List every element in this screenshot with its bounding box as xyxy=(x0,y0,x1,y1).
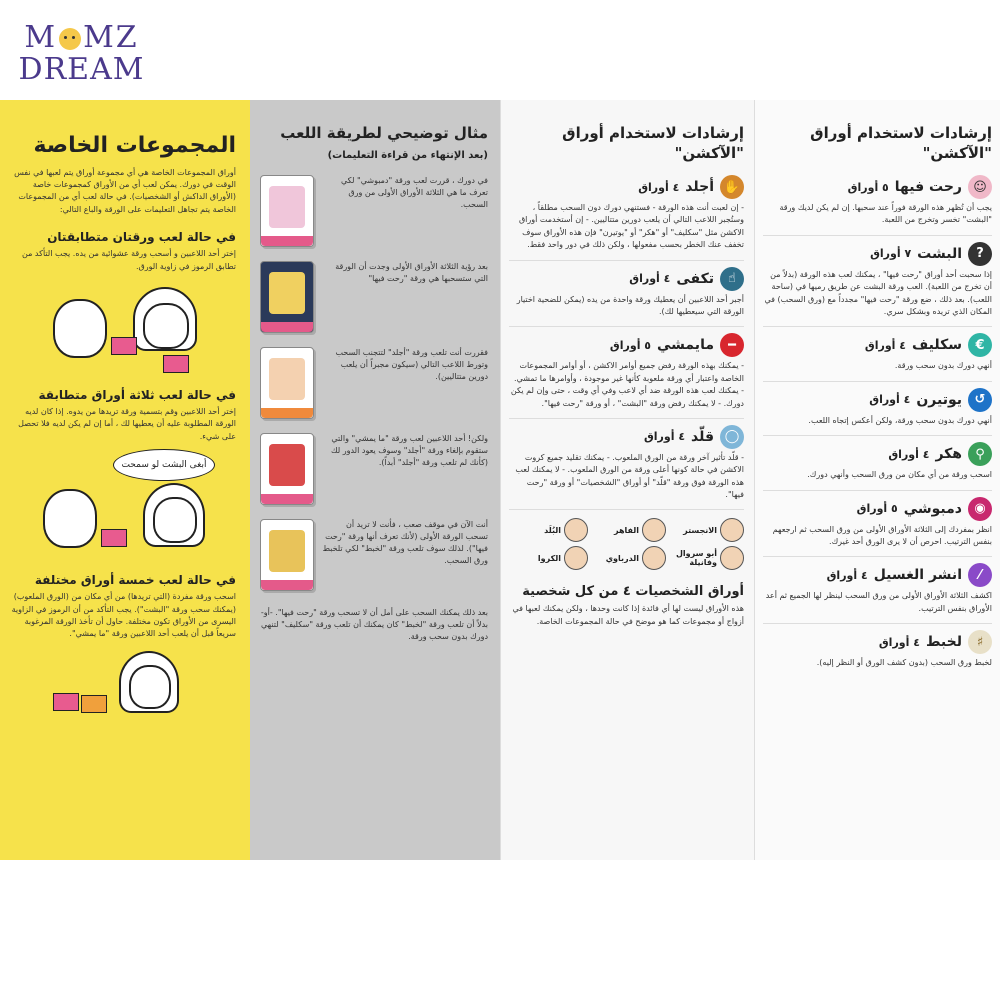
action-section xyxy=(509,261,744,328)
shuffle-icon: ♯ xyxy=(968,630,992,654)
action-count: ٧ أوراق xyxy=(870,247,912,261)
action-section xyxy=(763,327,992,381)
mirror-icon: ◯ xyxy=(720,425,744,449)
action-count: ٤ أوراق xyxy=(864,338,906,352)
section-title: في حالة لعب ثلاثة أوراق متطابقة xyxy=(38,387,236,402)
skip-icon: € xyxy=(968,333,992,357)
speech-bubble: أبغى البشت لو سمحت xyxy=(113,449,215,481)
characters-text: هذه الأوراق ليست لها أي فائدة إذا كانت وحدها ، ولكن يمكنك لعبها في أزواج أو مجموعات كما هو موضح في حالة المجموعات الخاصة. xyxy=(512,604,744,626)
character-avatar xyxy=(642,546,666,570)
action-count: ٤ أوراق xyxy=(826,568,868,582)
action-count: ٤ أوراق xyxy=(888,447,930,461)
character-avatar xyxy=(720,518,744,542)
character-item xyxy=(516,518,588,542)
example-step xyxy=(260,433,488,505)
action-text: أجبر أحد اللاعبين أن يعطيك ورقة واحدة من يده (يمكن للضحية اختيار الورقة التي سيعطيها لك). xyxy=(516,294,744,316)
action-section xyxy=(509,169,744,261)
action-count: ٥ أوراق xyxy=(856,502,898,516)
character-avatar xyxy=(642,518,666,542)
example-step xyxy=(260,347,488,419)
character-avatar xyxy=(564,546,588,570)
characters-grid xyxy=(509,518,744,570)
intro-text: أوراق المجموعات الخاصة هي أي مجموعة أوراق يتم لعبها في نفس الوقت في دورك. يمكن لعب أي من الأوراق كمجموعات خاصة (الأوراق الداكش أو الشخصيات). في حالة لعب أي من المجموعات الخاصة يتم تجاهل التعليمات على الورقة والباع التالي: xyxy=(14,167,236,214)
character-item xyxy=(516,546,588,570)
card-image xyxy=(260,175,314,247)
action-count: ٤ أوراق xyxy=(629,272,671,286)
step-text: ولكن! أحد اللاعبين لعب ورقة "ما يمشي" والتي ستقوم بإلغاء ورقة "أجلد" وسوف يعود الدور لك (كأنك لم تلعب ورقة "أجلد" أبداً). xyxy=(331,433,488,467)
characters-title: أوراق الشخصيات ٤ من كل شخصية xyxy=(522,584,744,600)
action-text: أنهي دورك بدون سحب ورقة، ولكن أعكس إتجاه اللعب. xyxy=(808,415,992,425)
action-name: قلّد xyxy=(691,428,714,445)
action-name: رحت فيها xyxy=(894,179,962,195)
action-section xyxy=(763,491,992,558)
action-section xyxy=(763,557,992,624)
logo-text-3: DREAM xyxy=(18,51,145,87)
logo-face-icon xyxy=(59,28,81,50)
step-text: في دورك ، قررت لعب ورقة "دمبوشي" لكي تعرف ما هي الثلاثة الأوراق الأولى من ورق السحب. xyxy=(340,175,488,209)
whip-icon: ✋ xyxy=(720,175,744,199)
action-name: مايمشي xyxy=(657,337,714,354)
u-turn-icon: ↺ xyxy=(968,388,992,412)
example-step xyxy=(260,519,488,591)
section-text: إختر أحد اللاعبين وقم بتسمية ورقة تريدها من يدوه. إذا كان لديه الورقة المطلوبة عليه أن يعطيها لك ، أما إن لم يكن لديه فلا تحصل على شيء. xyxy=(18,406,236,441)
action-text: - إن لعبت أنت هذه الورقة - فستنهي دورك دون السحب مطلقاً ، وستُجبر اللاعب التالي أن يلعب دورين متتاليين. - إن أستخدمت أوراق الاكشن مثل "سكليف" أو "هكر" أو "يوتيرن" فإن هذه الأوراق سوف تخفف عنك الخطر بحسب مفعولها ، ولكن ذلك في دور واحد فقط. xyxy=(518,203,744,250)
character-avatar xyxy=(720,546,744,570)
eye-icon: ◉ xyxy=(968,497,992,521)
no-entry-icon: ━ xyxy=(720,333,744,357)
panel-action-guide-1 xyxy=(500,100,754,860)
action-section xyxy=(763,382,992,436)
section-text: إختر أحد اللاعبين و أسحب ورقة عشوائية من يده. يجب التأكد من تطابق الرموز في زاوية الورق. xyxy=(22,249,236,271)
logo-text-2: MZ xyxy=(83,20,139,55)
action-count: ٤ أوراق xyxy=(638,180,680,194)
action-text: لخبط ورق السحب (بدون كشف الورق أو النظر إليه). xyxy=(816,658,992,668)
brand-logo xyxy=(14,22,149,85)
action-count: ٤ أوراق xyxy=(878,635,920,649)
card-image xyxy=(260,347,314,419)
section-text: اسحب ورقة مفردة (التي تريدها) من أي مكان من (الورق الملعوب) (يمكنك سحب ورقة "البشت"). يجب التأكد من أن الرموز في الزاوية اليسرى من الأوراق تكون مختلفة. حاول أن تأخذ الورقة المرغوبة سريعاً قبل أن يلعب أحد اللاعبين ورقة "ما يمشي". xyxy=(11,592,236,639)
action-text: اكشف الثلاثة الأوراق الأولى من ورق السحب لينظر لها الجميع ثم أعد الأوراق بنفس الترتيب. xyxy=(765,591,992,613)
action-name: البشت xyxy=(917,245,962,262)
action-section xyxy=(763,624,992,677)
action-section xyxy=(763,236,992,328)
step-text: أنت الآن في موقف صعب ، فأنت لا تريد أن تسحب الورقة الأولى (لأنك تعرف أنها ورقة "رحت فيها"). لذلك سوف تلعب ورقة "لخبط" لكي تلخبط ورق السحب. xyxy=(322,519,488,565)
panel-title: إرشادات لاستخدام أوراق "الآكشن" xyxy=(562,124,744,162)
character-name: الكروا xyxy=(537,553,561,563)
action-text: - يمكنك بهذه الورقة رفض جميع أوامر الاكشن ، أو أوامر المجموعات الخاصة واعتبار أي ورقة ملعوبة كأنها غير موجودة ، وأوامرها ما تمشي. - يمكنك لعب هذه الورقة ضد أي لاعب وفي أي وقت ، حتى وإن لم يكن دورك. - لا يمكنك رفض ورقة "البشت" ، أو ورقة "رحت فيها". xyxy=(510,361,744,408)
example-step xyxy=(260,175,488,247)
please-icon: ☝ xyxy=(720,267,744,291)
card-image xyxy=(260,519,314,591)
action-name: يوتيرن xyxy=(916,391,962,408)
card-image xyxy=(260,261,314,333)
action-name: لخبط xyxy=(925,634,962,651)
action-section xyxy=(763,436,992,490)
panel-subtitle: (بعد الإنتهاء من قراءة التعليمات) xyxy=(327,149,488,161)
logo-text-1: M xyxy=(24,20,58,55)
character-name: أبو سروال وفانيلة xyxy=(675,549,717,568)
action-name: هكر xyxy=(935,446,962,463)
take-card-illustration xyxy=(23,647,223,717)
action-count: ٤ أوراق xyxy=(643,430,686,444)
panel-example xyxy=(250,100,500,860)
character-name: الانجستر xyxy=(683,525,717,535)
example-step xyxy=(260,261,488,333)
action-text: إذا سحبت أحد أوراق "رحت فيها" ، يمكنك لعب هذه الورقة (بدلاً من أن تخرج من اللعبة). العب ورقة البشت عن طريق رميها في (ساحة اللعب). بعد ذلك ، ضع ورقة "رحت فيها" مجدداً مع (ورق السحب) في المكان الذي تريده وبشكل سري. xyxy=(764,269,992,316)
action-text: انظر بمفردك إلى الثلاثة الأوراق الأولى من ورق السحب ثم ارجعهم بنفس الترتيب. احرص أن لا يرى الورق أحد غيرك. xyxy=(772,524,992,546)
character-item xyxy=(594,518,666,542)
action-text: يجب أن تُظهر هذه الورقة فوراً عند سحبها. إن لم يكن لديك ورقة "البشت" تخسر وتخرج من اللعبة. xyxy=(779,203,992,225)
panel-action-guide-2 xyxy=(754,100,1000,860)
panel-title: إرشادات لاستخدام أوراق "الآكشن" xyxy=(810,124,992,162)
step-text: بعد ذلك يمكنك السحب على أمل أن لا تسحب ورقة "رحت فيها". -أو- بدلاً أن تلعب ورقة "لخبط" كان يمكنك أن تلعب ورقة "سكليف" لتنهي دورك بدون سحب ورقة. xyxy=(260,607,488,641)
character-name: البُلَد xyxy=(544,525,561,535)
section-title: في حالة لعب ورقتان متطابقتان xyxy=(47,230,236,245)
action-name: سكليف xyxy=(911,337,962,354)
ghutra-face-icon: ☺ xyxy=(968,175,992,199)
action-name: تكفى xyxy=(676,270,714,287)
action-name: انشر الغسيل xyxy=(873,567,962,584)
panel-title: المجموعات الخاصة xyxy=(33,133,236,158)
section-title: في حالة لعب خمسة أوراق مختلفة xyxy=(34,573,236,588)
action-text: اسحب ورقة من أي مكان من ورق السحب وأنهي دورك. xyxy=(807,470,992,480)
action-text: أنهي دورك بدون سحب ورقة. xyxy=(894,361,992,371)
character-name: الدرباوي xyxy=(605,553,639,563)
character-avatar xyxy=(564,518,588,542)
action-name: أجلد xyxy=(685,179,714,195)
bisht-icon: ? xyxy=(968,242,992,266)
step-text: بعد رؤية الثلاثة الأوراق الأولى وجدت أن الورقة التي ستسحبها هي ورقة "رحت فيها" xyxy=(335,261,488,283)
action-text: - قلّد تأثير آخر ورقة من الورق الملعوب. - يمكنك تقليد جميع كروت الاكشن في حالة كونها أعلى ورقة من الورق الملعوب. - لا يمكنك لعب هذه الورقة فوق ورقة "قلّد" أو أوراق "الشخصيات" أو ورقة "رحت فيها". xyxy=(515,452,744,500)
action-count: ٥ أوراق xyxy=(609,338,652,352)
panel-title: مثال توضيحي لطريقة اللعب xyxy=(280,124,488,142)
action-count: ٤ أوراق xyxy=(869,393,911,407)
character-item xyxy=(594,546,666,570)
action-count: ٥ أوراق xyxy=(847,180,889,194)
character-item xyxy=(672,518,744,542)
card-image xyxy=(260,433,314,505)
request-card-illustration xyxy=(23,449,223,559)
step-text: فقررت أنت تلعب ورقة "أجلد" لتتجنب السحب وتورط اللاعب التالي (سيكون مجبراً أن يلعب دورين متتاليين). xyxy=(335,347,488,381)
panel-special-groups xyxy=(0,100,250,860)
two-players-illustration xyxy=(23,279,223,374)
character-item xyxy=(672,546,744,570)
clothespin-icon: ⁄ xyxy=(968,563,992,587)
usb-icon: ⚲ xyxy=(968,442,992,466)
action-section xyxy=(509,327,744,419)
character-name: الفاهر xyxy=(613,525,639,535)
action-section xyxy=(509,419,744,511)
action-section xyxy=(763,169,992,236)
action-name: دمبوشي xyxy=(903,500,962,517)
